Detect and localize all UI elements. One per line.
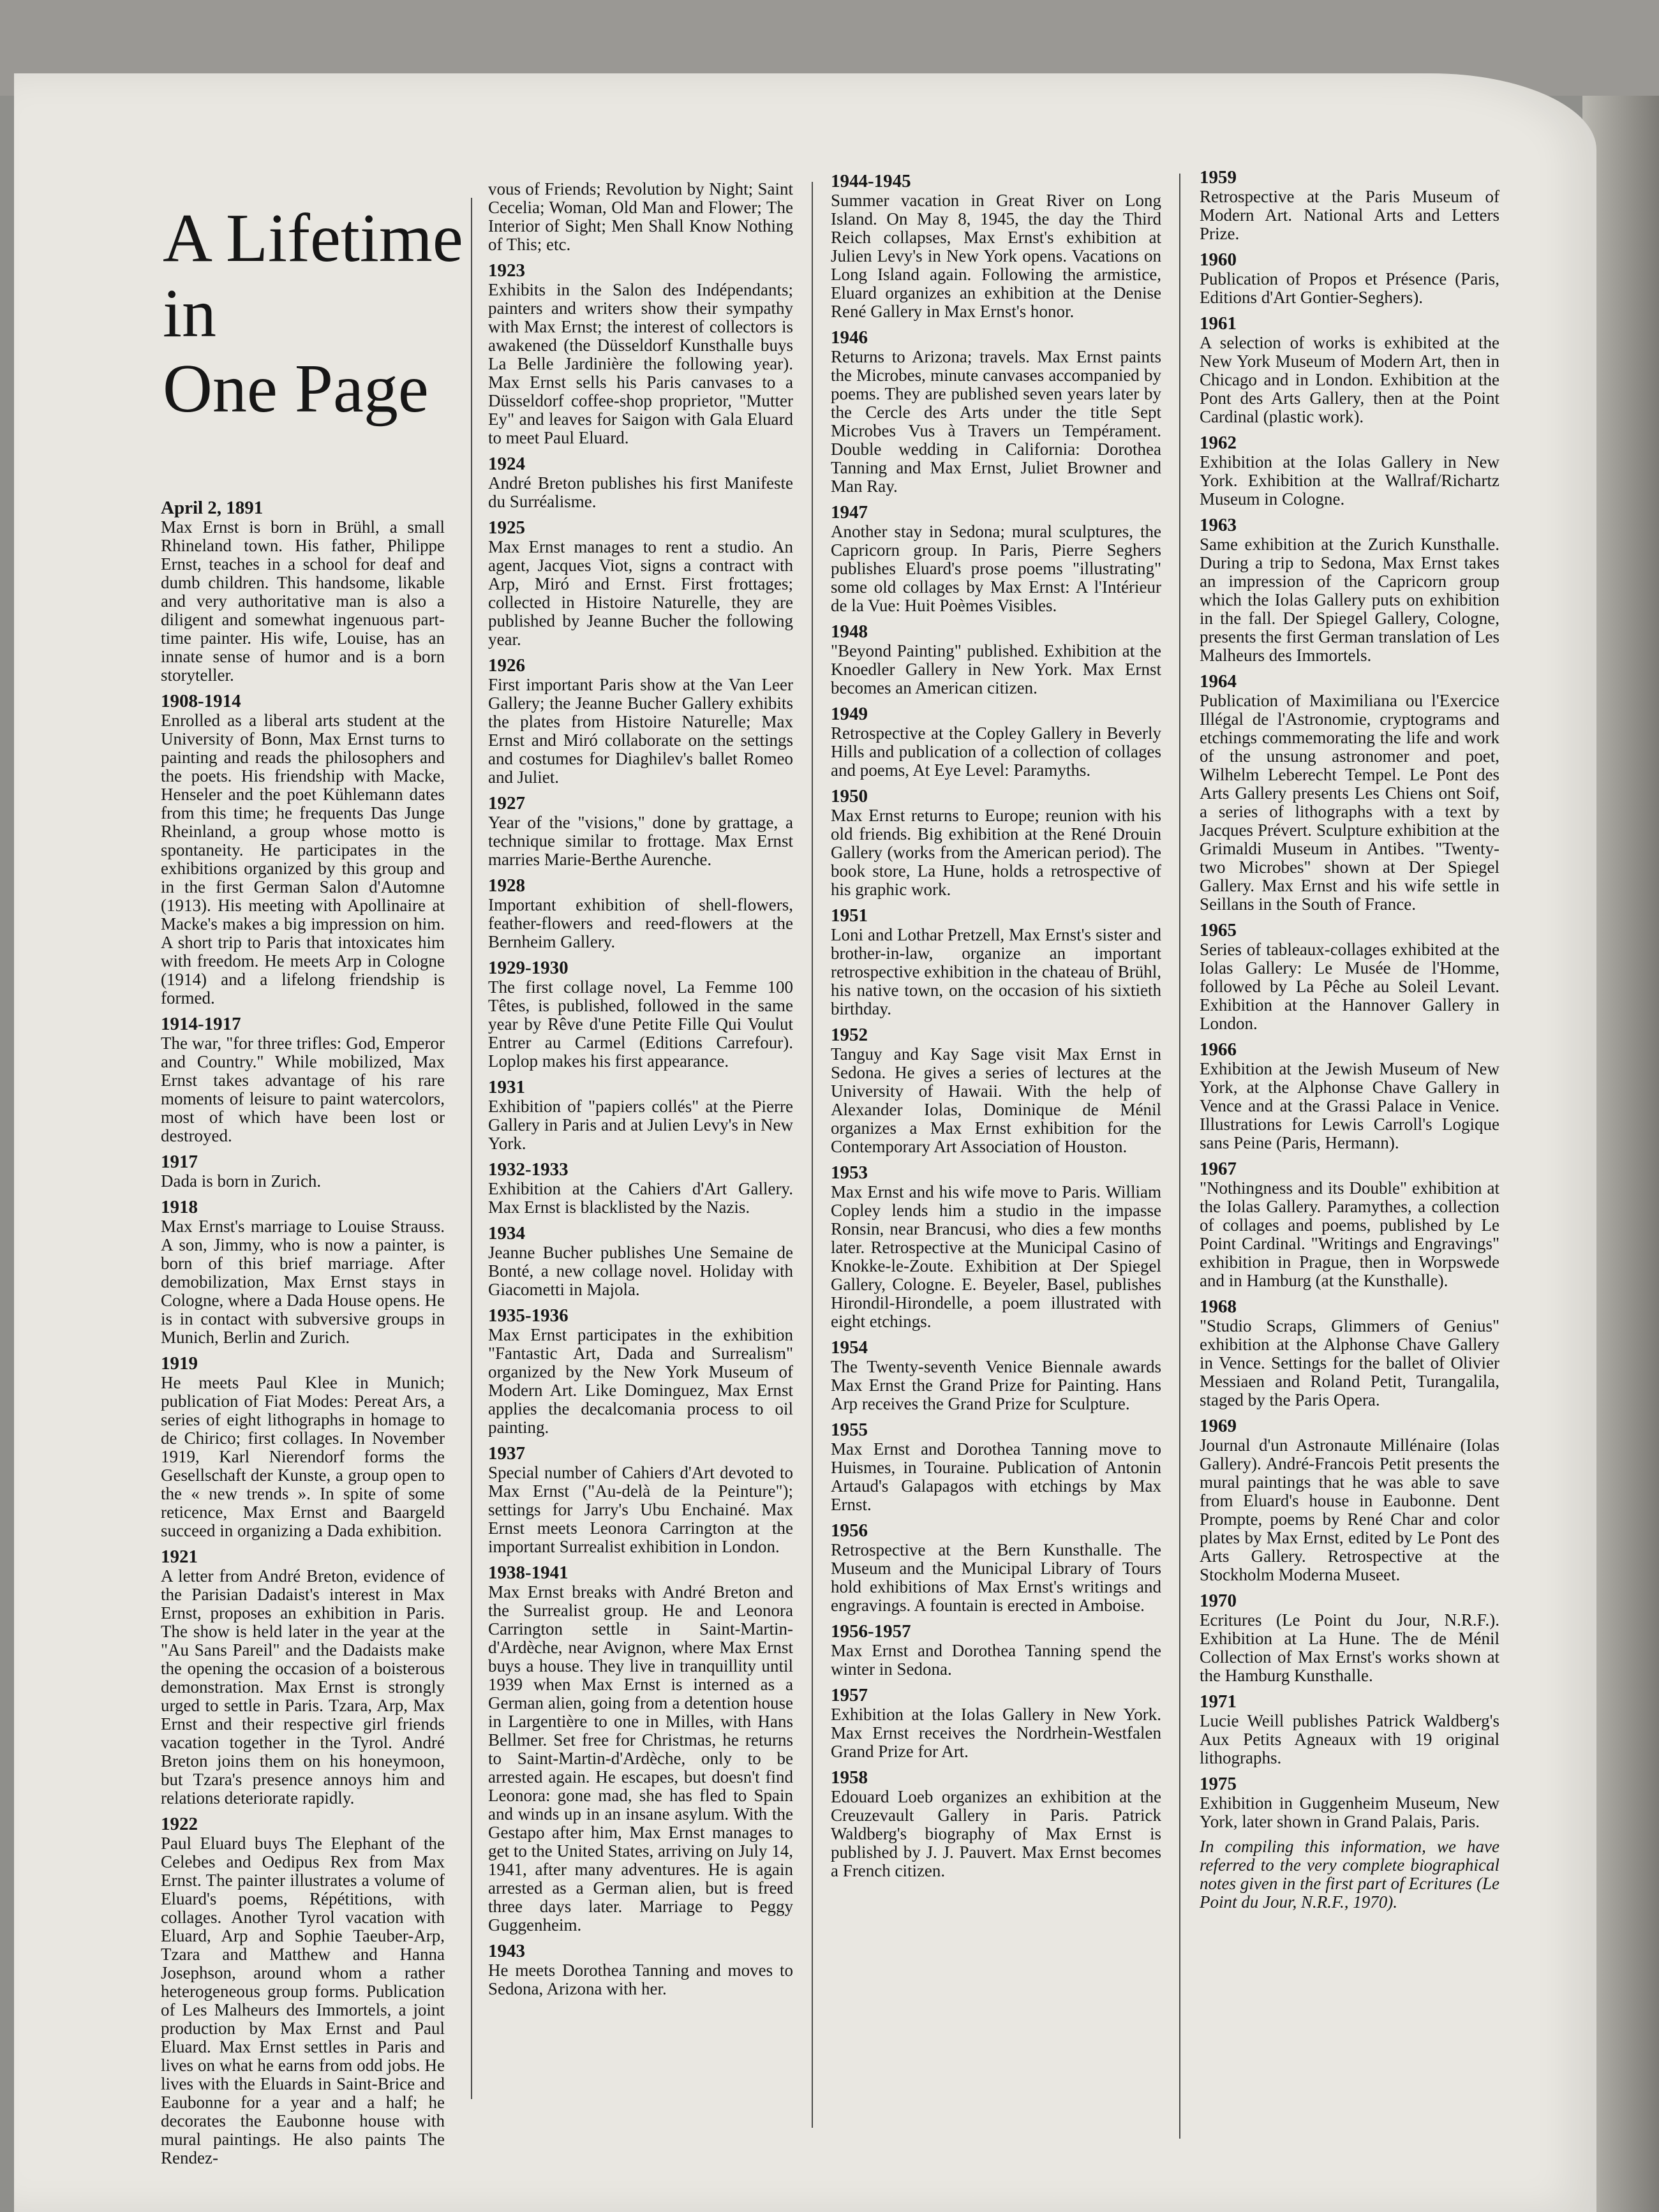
title-line: in [163, 276, 217, 352]
entry-year: 1923 [488, 260, 525, 281]
chronology-entry [831, 1025, 1161, 1156]
entry-text: Exhibition at the Cahiers d'Art Gallery. Max Ernst is blacklisted by the Nazis. [488, 1179, 793, 1217]
entry-year: 1955 [831, 1420, 868, 1440]
entry-text: Exhibition of "papiers collés" at the Pierre Gallery in Paris and at Julien Levy's in New York. [488, 1097, 793, 1153]
chronology-entry [488, 517, 793, 649]
chronology-entry [488, 655, 793, 787]
chronology-entry [831, 502, 1161, 615]
entry-text: André Breton publishes his first Manifeste du Surréalisme. [488, 473, 793, 511]
entry-year: 1929-1930 [488, 958, 569, 978]
entry-text: Retrospective at the Copley Gallery in Beverly Hills and publication of a collection of collages and poems, At Eye Level: Paramyths. [831, 724, 1161, 780]
chronology-entry [488, 1305, 793, 1437]
entry-year: 1957 [831, 1685, 868, 1705]
entry-year: 1963 [1200, 515, 1237, 535]
entry-text: Max Ernst and Dorothea Tanning move to Huismes, in Touraine. Publication of Antonin Artaud's Galapagos with etchings by Max Ernst. [831, 1439, 1161, 1514]
chronology-entry [831, 171, 1161, 321]
entry-text: The Twenty-seventh Venice Biennale awards Max Ernst the Grand Prize for Painting. Hans Arp receives the Grand Prize for Sculpture. [831, 1357, 1161, 1413]
entry-text: Journal d'un Astronaute Millénaire (Iolas Gallery). André-Francois Petit presents the mural paintings that he was able to save from Eluard's house in Eaubonne. Dent Prompte, poems by René Char and color plates by Max Ernst, edited by Le Pont des Arts Gallery. Retrospective at the Stockholm Moderna Museet. [1200, 1436, 1499, 1584]
chronology-entry [1200, 515, 1499, 665]
chronology-entry [488, 1223, 793, 1299]
column-rule [1179, 174, 1180, 2139]
entry-year: 1947 [831, 502, 868, 523]
chronology-entry [488, 1941, 793, 1998]
column-2 [488, 180, 793, 2005]
entry-year: 1935-1936 [488, 1305, 569, 1326]
entry-text: Max Ernst and his wife move to Paris. William Copley lends him a studio in the impasse Ronsin, near Brancusi, who dies a few months later. Retrospective at the Municipal Casino of Knokke-le-Zoute. Exhibition at Der Spiegel Gallery, Cologne. E. Beyeler, Basel, publishes Hirondil-Hirondelle, a poem illustrated with eight etchings. [831, 1182, 1161, 1331]
entry-text: Returns to Arizona; travels. Max Ernst paints the Microbes, minute canvases accompanied by poems. They are published seven years later by the Cercle des Arts under the title Sept Microbes Vus à Travers un Tempérament. Double wedding in California: Dorothea Tanning and Max Ernst, Juliet Browner and Man Ray. [831, 347, 1161, 496]
entry-year: 1919 [161, 1353, 198, 1374]
entry-text: Exhibition at the Iolas Gallery in New York. Max Ernst receives the Nordrhein-Westfalen Grand Prize for Art. [831, 1705, 1161, 1761]
entry-year: 1956 [831, 1520, 868, 1541]
chronology-entry [161, 1814, 445, 2167]
chronology-entry [1200, 1591, 1499, 1685]
entry-text: He meets Paul Klee in Munich; publication of Fiat Modes: Pereat Ars, a series of eight lithographs in homage to de Chirico; first collages. In November 1919, Karl Nierendorf forms the Gesellschaft der Kunste, a group open to the « new trends ». In spite of some reticence, Max Ernst and Baargeld succeed in organizing a Dada exhibition. [161, 1373, 445, 1540]
entry-year: 1965 [1200, 920, 1237, 940]
chronology-entry [488, 1563, 793, 1934]
entry-year: 1928 [488, 875, 525, 896]
chronology-entry [1200, 313, 1499, 426]
entry-year: 1937 [488, 1443, 525, 1464]
entry-text: "Studio Scraps, Glimmers of Genius" exhibition at the Alphonse Chave Gallery in Vence. Settings for the ballet of Olivier Messiaen and Roland Petit, Turangalila, staged by the Paris Opera. [1200, 1316, 1499, 1409]
entry-text: "Nothingness and its Double" exhibition at the Iolas Gallery. Paramythes, a collection of collages and poems, published by Le Point Cardinal. "Writings and Engravings" exhibition in Prague, then in Worpswede and in Hamburg (at the Kunsthalle). [1200, 1178, 1499, 1290]
entry-text: Important exhibition of shell-flowers, feather-flowers and reed-flowers at the Bernheim Gallery. [488, 895, 793, 951]
chronology-entry [831, 905, 1161, 1018]
entry-text: Exhibition in Guggenheim Museum, New York, later shown in Grand Palais, Paris. [1200, 1793, 1499, 1831]
entry-year: 1964 [1200, 671, 1237, 692]
entry-text: A letter from André Breton, evidence of the Parisian Dadaist's interest in Max Ernst, proposes an exhibition in Paris. The show is held later in the year at the "Au Sans Pareil" and the Dadaists make the opening the occasion of a boisterous demonstration. Max Ernst is strongly urged to settle in Paris. Tzara, Arp, Max Ernst and their respective girl friends vacation together in the Tyrol. André Breton joins them on his honeymoon, but Tzara's presence annoys him and relations deteriorate rapidly. [161, 1566, 445, 1807]
entry-text: He meets Dorothea Tanning and moves to Sedona, Arizona with her. [488, 1961, 793, 1998]
entry-year: 1908-1914 [161, 691, 241, 711]
entry-text: Special number of Cahiers d'Art devoted to Max Ernst ("Au-delà de la Peinture"); settings for Jarry's Ubu Enchainé. Max Ernst meets Leonora Carrington at the important Surrealist exhibition in London. [488, 1463, 793, 1556]
chronology-entry [161, 1353, 445, 1540]
entry-text: Max Ernst's marriage to Louise Strauss. A son, Jimmy, who is now a painter, is born of this brief marriage. After demobilization, Max Ernst stays in Cologne, where a Dada House opens. He is in contact with subversive groups in Munich, Berlin and Zurich. [161, 1217, 445, 1347]
entry-text: Series of tableaux-collages exhibited at the Iolas Gallery: Le Musée de l'Homme, followed by La Pêche au Soleil Levant. Exhibition at the Hannover Gallery in London. [1200, 940, 1499, 1033]
entry-year: 1962 [1200, 433, 1237, 453]
entry-text: Enrolled as a liberal arts student at the University of Bonn, Max Ernst turns to painting and reads the philosophers and the poets. His friendship with Macke, Henseler and the poet Kühlemann dates from this time; he frequents Das Junge Rheinland, a group whose motto is spontaneity. He participates in the exhibitions organized by this group and in the first German Salon d'Automne (1913). His meeting with Apollinaire at Macke's makes a big impression on him. A short trip to Paris that intoxicates him with freedom. He meets Arp in Cologne (1914) and a lifelong friendship is formed. [161, 711, 445, 1007]
chronology-entry [488, 875, 793, 951]
chronology-entry [161, 1014, 445, 1145]
chronology-entry [161, 691, 445, 1007]
entry-text: The first collage novel, La Femme 100 Têtes, is published, followed in the same year by Rêve d'une Petite Fille Qui Voulut Entrer au Carmel (Editions Carrefour). Loplop makes his first appearance. [488, 977, 793, 1071]
title-line: A Lifetime [163, 200, 463, 276]
chronology-entry [1200, 1691, 1499, 1767]
chronology-entry [1200, 433, 1499, 508]
entry-year: 1971 [1200, 1691, 1237, 1712]
chronology-entry [488, 1077, 793, 1153]
entry-year: 1969 [1200, 1416, 1237, 1436]
entry-year: 1918 [161, 1197, 198, 1217]
entry-year: April 2, 1891 [161, 498, 264, 518]
chronology-entry [831, 621, 1161, 697]
entry-text: "Beyond Painting" published. Exhibition at the Knoedler Gallery in New York. Max Ernst becomes an American citizen. [831, 641, 1161, 697]
entry-text: Publication of Maximiliana ou l'Exercice Illégal de l'Astronomie, cryptograms and etchings commemorating the life and work of the unsung astronomer and poet, Wilhelm Leberecht Tempel. Le Pont des Arts Gallery presents Les Chiens ont Soif, a series of lithographs with a text by Jacques Prévert. Sculpture exhibition at the Grimaldi Museum in Antibes. "Twenty-two Microbes" shown at Der Spiegel Gallery. Max Ernst and his wife settle in Seillans in the South of France. [1200, 691, 1499, 914]
entry-text: Edouard Loeb organizes an exhibition at the Creuzevault Gallery in Paris. Patrick Waldberg's biography of Max Ernst is published by J. J. Pauvert. Max Ernst becomes a French citizen. [831, 1787, 1161, 1880]
chronology-entry [831, 1767, 1161, 1880]
entry-text: Exhibition at the Iolas Gallery in New York. Exhibition at the Wallraf/Richartz Museum in Cologne. [1200, 452, 1499, 508]
chronology-entry [488, 793, 793, 869]
chronology-entry [161, 498, 445, 685]
entry-year: 1956-1957 [831, 1621, 911, 1642]
entry-year: 1967 [1200, 1159, 1237, 1179]
entry-text: vous of Friends; Revolution by Night; Saint Cecelia; Woman, Old Man and Flower; The Interior of Sight; Men Shall Know Nothing of This; etc. [488, 179, 793, 254]
chronology-entry [488, 1443, 793, 1556]
column-3 [831, 171, 1161, 1887]
entry-text: A selection of works is exhibited at the New York Museum of Modern Art, then in Chicago and in London. Exhibition at the Pont des Arts Gallery, then at the Point Cardinal (plastic work). [1200, 333, 1499, 426]
title-line: One Page [163, 351, 429, 427]
chronology-entry [1200, 167, 1499, 243]
chronology-entry [1200, 920, 1499, 1033]
chronology-entry [488, 1159, 793, 1217]
entry-text: Summer vacation in Great River on Long Island. On May 8, 1945, the day the Third Reich collapses, Max Ernst's exhibition at Julien Levy's in New York opens. Vacations on Long Island again. Following the armistice, Eluard organizes an exhibition at the Denise René Gallery in Max Ernst's honor. [831, 191, 1161, 321]
entry-text: Jeanne Bucher publishes Une Semaine de Bonté, a new collage novel. Holiday with Giacometti in Majola. [488, 1243, 793, 1299]
entry-text: Paul Eluard buys The Elephant of the Celebes and Oedipus Rex from Max Ernst. The painter illustrates a volume of Eluard's poems, Répétitions, with collages. Another Tyrol vacation with Eluard, Arp and Sophie Taeuber-Arp, Tzara and Matthew and Hanna Josephson, around whom a rather heterogeneous group forms. Publication of Les Malheurs des Immortels, a joint production by Max Ernst and Paul Eluard. Max Ernst settles in Paris and lives on what he earns from odd jobs. He lives with the Eluards in Saint-Brice and Eaubonne for a year and a half; he decorates the Eaubonne house with mural paintings. He also paints The Rendez- [161, 1834, 445, 2167]
chronology-entry [831, 1162, 1161, 1331]
entry-text: Retrospective at the Paris Museum of Modern Art. National Arts and Letters Prize. [1200, 187, 1499, 243]
entry-text: Publication of Propos et Présence (Paris, Editions d'Art Gontier-Seghers). [1200, 269, 1499, 307]
chronology-entry [1200, 1159, 1499, 1290]
chronology-entry [161, 1547, 445, 1807]
entry-text: Exhibits in the Salon des Indépendants; painters and writers show their sympathy with Max Ernst; the interest of collectors is awakened (the Düsseldorf Kunsthalle buys La Belle Jardinière the following year). Max Ernst sells his Paris canvases to a Düsseldorf coffee-shop proprietor, "Mutter Ey" and leaves for Saigon with Gala Eluard to meet Paul Eluard. [488, 280, 793, 447]
chronology-entry [161, 1197, 445, 1347]
chronology-entry [1200, 1837, 1499, 1911]
entry-year: 1925 [488, 517, 525, 538]
chronology-entry [1200, 1296, 1499, 1409]
chronology-entry [1200, 1416, 1499, 1584]
entry-text: Max Ernst breaks with André Breton and the Surrealist group. He and Leonora Carrington settle in Saint-Martin-d'Ardèche, near Avignon, where Max Ernst buys a house. They live in tranquillity until 1939 when Max Ernst is interned as a German alien, going from a detention house in Largentière to one in Milles, with Hans Bellmer. Set free for Christmas, he returns to Saint-Martin-d'Ardèche, only to be arrested again. He escapes, but doesn't find Leonora: gone mad, she has fled to Spain and winds up in an insane asylum. With the Gestapo after him, Max Ernst manages to get to the United States, arriving on July 14, 1941, after many adventures. He is again arrested as a German alien, but is freed three days later. Marriage to Peggy Guggenheim. [488, 1582, 793, 1934]
entry-year: 1924 [488, 454, 525, 474]
entry-year: 1946 [831, 327, 868, 348]
entry-text: Year of the "visions," done by grattage, a technique similar to frottage. Max Ernst marries Marie-Berthe Aurenche. [488, 813, 793, 869]
entry-year: 1932-1933 [488, 1159, 569, 1180]
chronology-entry [1200, 671, 1499, 914]
chronology-entry [488, 260, 793, 447]
chronology-entry [831, 704, 1161, 780]
entry-year: 1938-1941 [488, 1563, 569, 1583]
entry-year: 1959 [1200, 167, 1237, 188]
entry-text: The war, "for three trifles: God, Emperor and Country." While mobilized, Max Ernst takes advantage of his rare moments of leisure to paint watercolors, most of which have been lost or destroyed. [161, 1034, 445, 1145]
chronology-entry [831, 327, 1161, 496]
entry-text: Dada is born in Zurich. [161, 1171, 322, 1191]
entry-year: 1975 [1200, 1774, 1237, 1794]
chronology-entry [831, 786, 1161, 899]
chronology-entry [831, 1685, 1161, 1761]
entry-year: 1949 [831, 704, 868, 724]
chronology-entry [488, 180, 793, 254]
chronology-entry [831, 1621, 1161, 1679]
entry-text: Max Ernst returns to Europe; reunion with his old friends. Big exhibition at the René Drouin Gallery (works from the American period). The book store, La Hune, holds a retrospective of his graphic work. [831, 806, 1161, 899]
entry-text: First important Paris show at the Van Leer Gallery; the Jeanne Bucher Gallery exhibits the plates from Histoire Naturelle; Max Ernst and Miró collaborate on the settings and costumes for Diaghilev's ballet Romeo and Juliet. [488, 675, 793, 787]
entry-year: 1951 [831, 905, 868, 926]
entry-text: Retrospective at the Bern Kunsthalle. The Museum and the Municipal Library of Tours hold exhibitions of Max Ernst's writings and engravings. A fountain is erected in Amboise. [831, 1540, 1161, 1615]
entry-year: 1922 [161, 1814, 198, 1834]
entry-year: 1943 [488, 1941, 525, 1961]
entry-year: 1927 [488, 793, 525, 813]
entry-text: Tanguy and Kay Sage visit Max Ernst in Sedona. He gives a series of lectures at the University of Hawaii. With the help of Alexander Iolas, Dominique de Ménil organizes a Max Ernst exhibition for the Contemporary Art Association of Houston. [831, 1044, 1161, 1156]
entry-year: 1921 [161, 1547, 198, 1567]
chronology-entry [161, 1152, 445, 1191]
chronology-entry [488, 958, 793, 1071]
entry-text: Max Ernst and Dorothea Tanning spend the winter in Sedona. [831, 1641, 1161, 1679]
entry-text: Lucie Weill publishes Patrick Waldberg's Aux Petits Agneaux with 19 original lithographs. [1200, 1711, 1499, 1767]
entry-year: 1950 [831, 786, 868, 806]
entry-year: 1970 [1200, 1591, 1237, 1611]
entry-year: 1968 [1200, 1296, 1237, 1317]
entry-year: 1952 [831, 1025, 868, 1045]
entry-year: 1961 [1200, 313, 1237, 334]
entry-year: 1948 [831, 621, 868, 642]
entry-text: Ecritures (Le Point du Jour, N.R.F.). Exhibition at La Hune. The de Ménil Collection of Max Ernst's works shown at the Hamburg Kunsthalle. [1200, 1610, 1499, 1685]
chronology-entry [831, 1520, 1161, 1615]
entry-year: 1958 [831, 1767, 868, 1788]
entry-year: 1917 [161, 1152, 198, 1172]
page-title [163, 201, 469, 427]
entry-text: Loni and Lothar Pretzell, Max Ernst's sister and brother-in-law, organize an important retrospective exhibition in the chateau of Brühl, his native town, on the occasion of his sixtieth birthday. [831, 925, 1161, 1018]
chronology-entry [1200, 249, 1499, 307]
entry-text: Max Ernst participates in the exhibition "Fantastic Art, Dada and Surrealism" organized by the New York Museum of Modern Art. Like Dominguez, Max Ernst applies the decalcomania process to oil painting. [488, 1325, 793, 1437]
entry-year: 1926 [488, 655, 525, 676]
chronology-entry [831, 1420, 1161, 1514]
chronology-entry [488, 454, 793, 511]
chronology-entry [1200, 1774, 1499, 1831]
column-rule [471, 198, 472, 2099]
entry-year: 1944-1945 [831, 171, 911, 191]
entry-text: Same exhibition at the Zurich Kunsthalle. During a trip to Sedona, Max Ernst takes an impression of the Capricorn group which the Iolas Gallery puts on exhibition in the fall. Der Spiegel Gallery, Cologne, presents the first German translation of Les Malheurs des Immortels. [1200, 535, 1499, 665]
entry-year: 1966 [1200, 1039, 1237, 1060]
entry-text: Max Ernst manages to rent a studio. An agent, Jacques Viot, signs a contract with Arp, Miró and Ernst. First frottages; collected in Histoire Naturelle, they are published by Jeanne Bucher the following year. [488, 537, 793, 649]
entry-text: In compiling this information, we have referred to the very complete biographical notes given in the first part of Ecritures (Le Point du Jour, N.R.F., 1970). [1200, 1837, 1499, 1911]
chronology-entry [1200, 1039, 1499, 1152]
column-rule [812, 182, 813, 2128]
entry-text: Max Ernst is born in Brühl, a small Rhineland town. His father, Philippe Ernst, teaches in a school for deaf and dumb children. This handsome, likable and very authoritative man is also a diligent and somewhat ingenuous part-time painter. His wife, Louise, has an innate sense of humor and is a born storyteller. [161, 517, 445, 685]
entry-year: 1960 [1200, 249, 1237, 270]
entry-year: 1914-1917 [161, 1014, 241, 1034]
entry-year: 1934 [488, 1223, 525, 1243]
entry-text: Another stay in Sedona; mural sculptures, the Capricorn group. In Paris, Pierre Seghers publishes Eluard's prose poems "illustrating" some old collages by Max Ernst: A l'Intérieur de la Vue: Huit Poèmes Visibles. [831, 522, 1161, 615]
chronology-entry [831, 1337, 1161, 1413]
column-1 [161, 498, 445, 2174]
column-4 [1200, 167, 1499, 1918]
entry-text: Exhibition at the Jewish Museum of New York, at the Alphonse Chave Gallery in Vence and at the Grassi Palace in Venice. Illustrations for Lewis Carroll's Logique sans Peine (Paris, Hermann). [1200, 1059, 1499, 1152]
entry-year: 1931 [488, 1077, 525, 1097]
entry-year: 1954 [831, 1337, 868, 1358]
entry-year: 1953 [831, 1162, 868, 1183]
